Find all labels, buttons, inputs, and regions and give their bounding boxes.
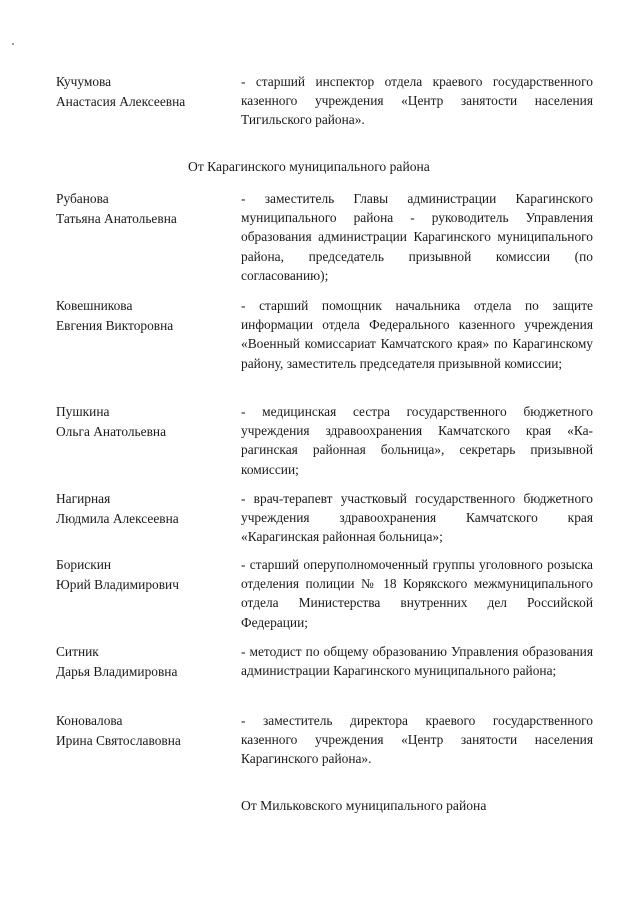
member-role: - заместитель директора краевого государственного казенного учреждения «Центр занятости населения Карагинского района». [241, 713, 593, 767]
member-given-name: Татьяна Анатольевна [56, 211, 177, 226]
member-role: - старший оперуполномоченный группы уголовного розыска отделения полиции № 18 Корякского межмуниципального отдела Министерства внутренних дел Российской Федерации; [241, 557, 593, 630]
member-name [56, 189, 231, 229]
member-role: - врач-терапевт участковый государственного бюджетного учреждения здравоохранения Камчатского края «Карагинская районная больница»; [241, 491, 593, 545]
member-name [56, 711, 231, 751]
member-name [56, 642, 231, 682]
member-given-name: Юрий Владимирович [56, 577, 179, 592]
member-surname: Рубанова [56, 191, 109, 206]
member-surname: Ковешникова [56, 298, 133, 313]
member-role: - заместитель Главы администрации Карагинского муниципального района - руководитель Управления образования администрации Карагинского муниципального района, председатель призывной комиссии (по согласованию); [241, 191, 593, 283]
member-given-name: Ирина Святославовна [56, 733, 181, 748]
scan-speck [12, 43, 14, 45]
member-surname: Пушкина [56, 404, 110, 419]
section-heading-milkovsky: От Мильковского муниципального района [241, 798, 487, 813]
member-role: - старший помощник начальника отдела по защите информации отдела Федерального казенного учреждения «Военный комиссариат Камчатского края» по Карагинскому району, заместитель председателя призывной комиссии; [241, 298, 593, 371]
member-given-name: Анастасия Алексеевна [56, 94, 186, 109]
member-surname: Борискин [56, 557, 112, 572]
member-role: - старший инспектор отдела краевого государственного казенного учреждения «Центр занятости населения Тигильского района». [241, 74, 593, 128]
member-name [56, 72, 231, 112]
member-surname: Нагирная [56, 491, 111, 506]
member-name [56, 296, 231, 336]
member-given-name: Людмила Алексеевна [56, 511, 179, 526]
member-name [56, 402, 231, 442]
member-given-name: Ольга Анатольевна [56, 424, 167, 439]
member-surname: Ситник [56, 644, 99, 659]
member-name [56, 555, 231, 595]
member-surname: Кучумова [56, 74, 112, 89]
section-heading-karaginsky: От Карагинского муниципального района [188, 159, 430, 174]
member-given-name: Дарья Владимировна [56, 664, 178, 679]
member-given-name: Евгения Викторовна [56, 318, 174, 333]
member-surname: Коновалова [56, 713, 123, 728]
member-role: - методист по общему образованию Управления образования администрации Карагинского муниципального района; [241, 644, 593, 679]
member-name [56, 489, 231, 529]
member-role: - медицинская сестра государственного бюджетного учреждения здравоохранения Камчатского края «Карагинская районная больница», секретарь призывной комиссии; [241, 404, 593, 477]
